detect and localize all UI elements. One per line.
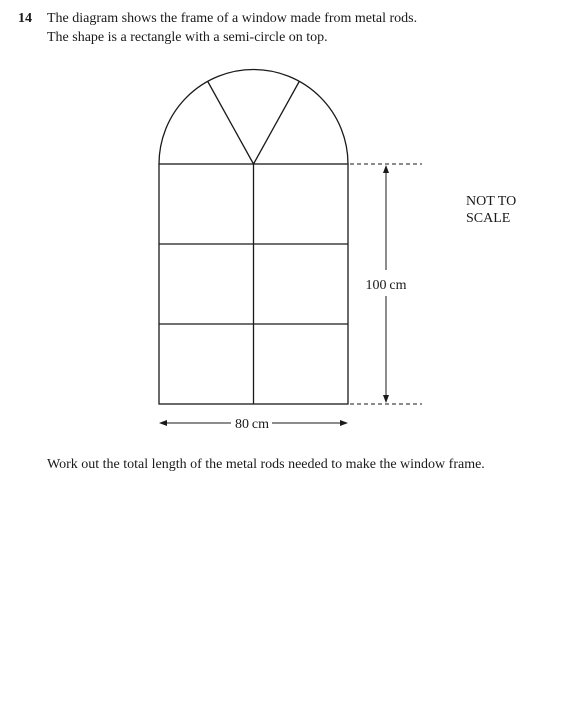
radial-rod-left [208, 81, 254, 164]
scale-note-line-1: NOT TO [466, 194, 517, 209]
height-label: 100 cm [365, 278, 407, 293]
semicircle-arc [159, 70, 348, 164]
width-label: 80 cm [235, 417, 269, 432]
question-intro-line-2: The shape is a rectangle with a semi-circle on top. [47, 30, 328, 45]
question-number: 14 [18, 11, 32, 26]
scale-note-line-2: SCALE [466, 211, 511, 226]
window-frame [159, 70, 348, 404]
question-intro-line-1: The diagram shows the frame of a window made from metal rods. [47, 11, 418, 26]
radial-rod-right [254, 81, 300, 164]
question-task: Work out the total length of the metal rods needed to make the window frame. [47, 457, 485, 472]
